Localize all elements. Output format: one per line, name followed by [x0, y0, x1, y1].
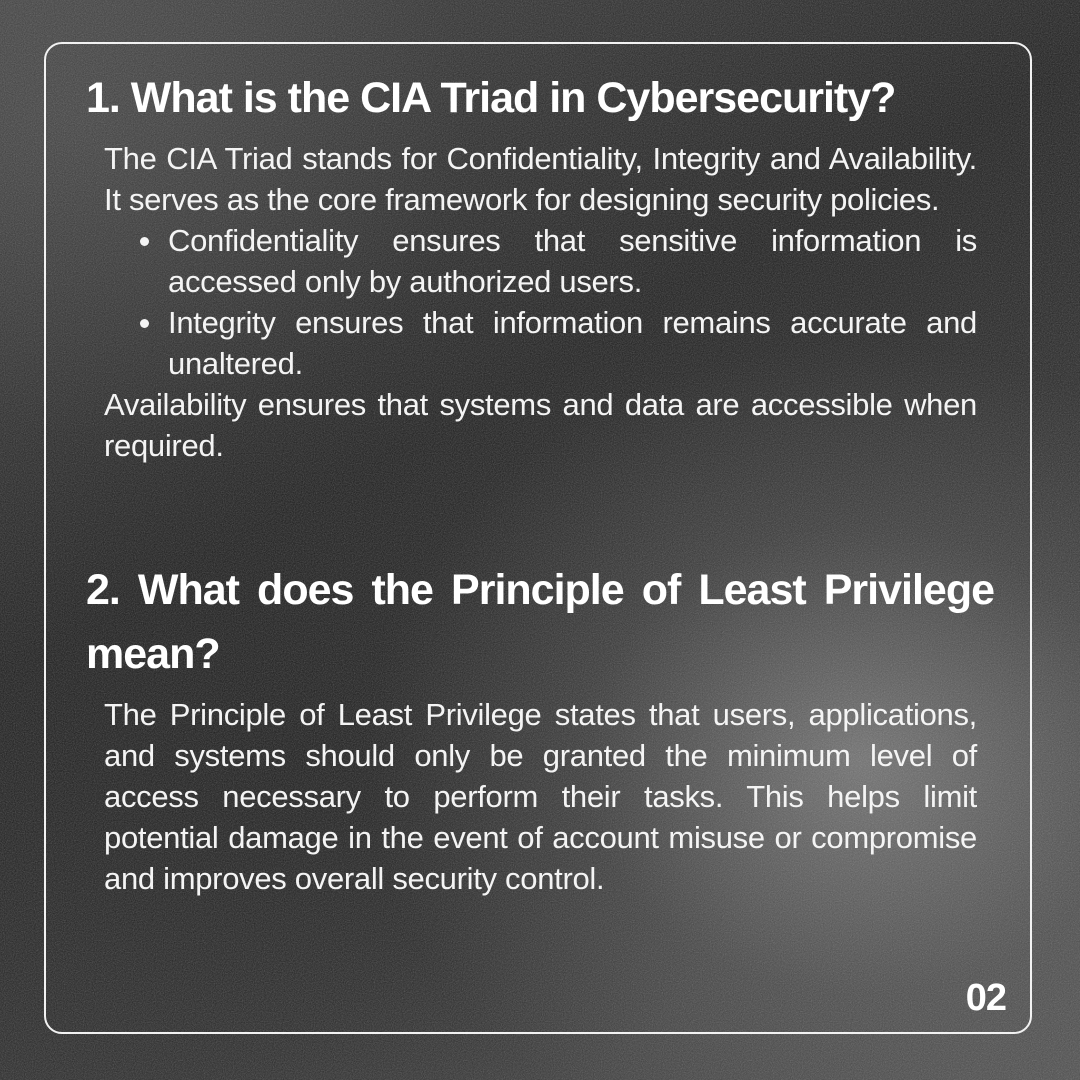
bullet-item — [168, 220, 977, 302]
section-1-bullet-list — [104, 220, 977, 384]
section-1-closing: Availability ensures that systems and data are accessible when required. — [104, 387, 977, 463]
section-1-intro: The CIA Triad stands for Confidentiality, Integrity and Availability. It serves as the core framework for designing security policies. — [104, 141, 977, 217]
section-2-paragraph: The Principle of Least Privilege states that users, applications, and systems should only be granted the minimum level of access necessary to perform their tasks. This helps limit potential damage in the event of account misuse or compromise and improves overall security control. — [104, 697, 977, 896]
section-1-body — [104, 138, 977, 466]
bullet-item — [168, 302, 977, 384]
bullet-dot-icon — [140, 237, 149, 246]
bullet-text: Integrity ensures that information remains accurate and unaltered. — [168, 305, 977, 381]
section-2-heading: 2. What does the Principle of Least Privilege mean? — [86, 566, 994, 678]
bullet-dot-icon — [140, 319, 149, 328]
section-1-heading: 1. What is the CIA Triad in Cybersecurity? — [86, 74, 896, 122]
page-number: 02 — [965, 977, 1006, 1019]
section-2-body — [104, 694, 977, 899]
bullet-text: Confidentiality ensures that sensitive information is accessed only by authorized users. — [168, 223, 977, 299]
